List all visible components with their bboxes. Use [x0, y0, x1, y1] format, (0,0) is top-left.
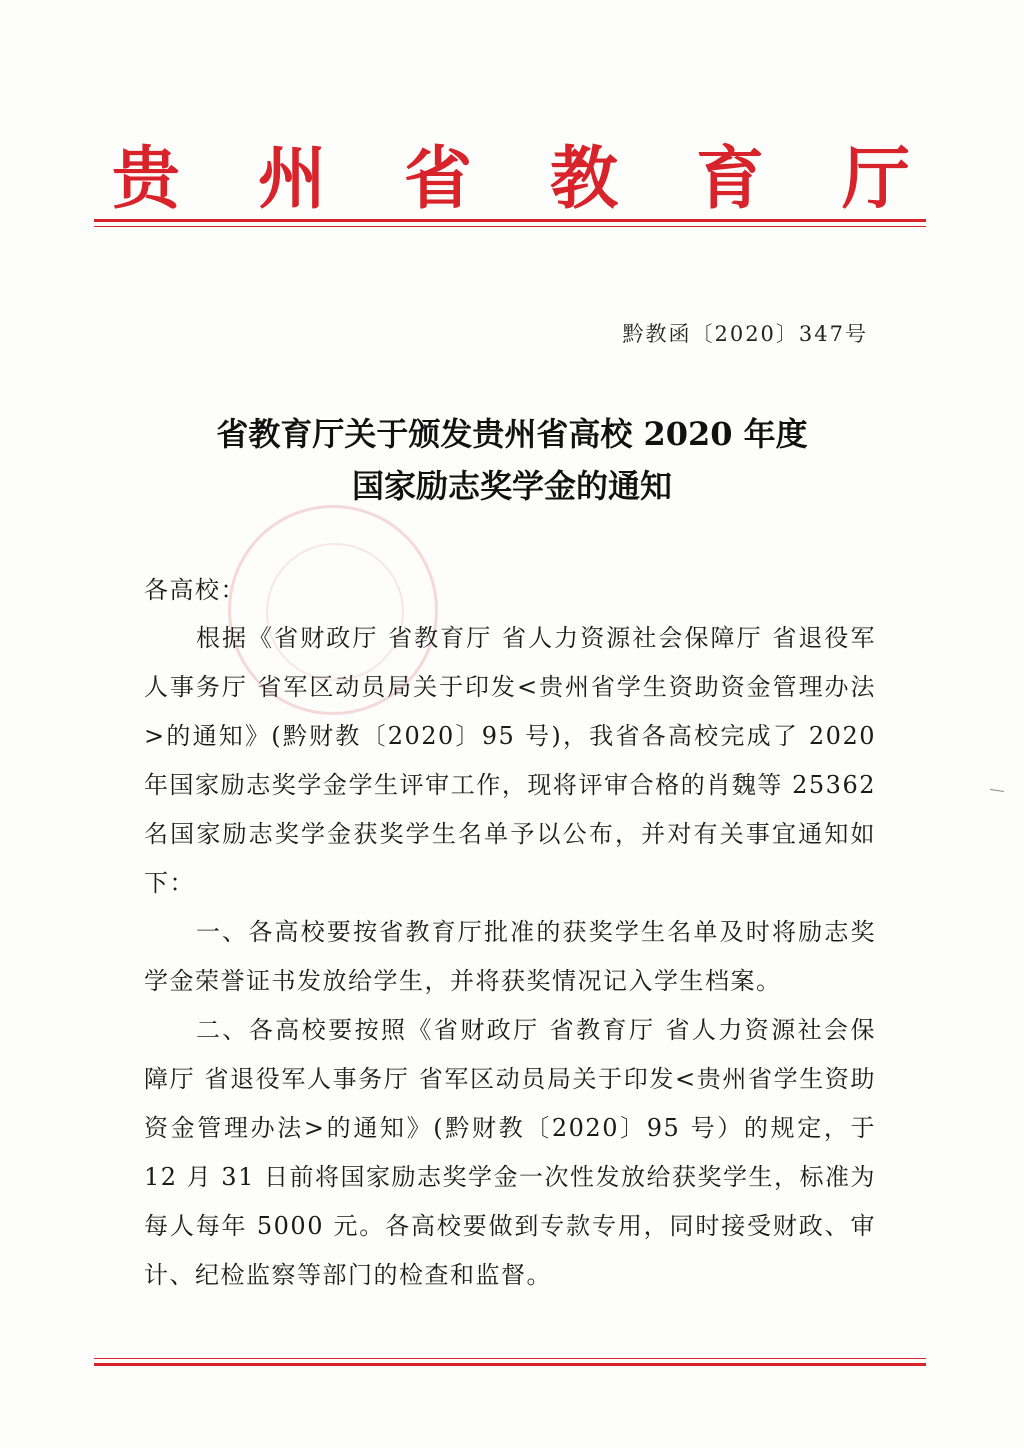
footer-rule-thin	[94, 1358, 926, 1359]
scan-mark	[990, 789, 1004, 792]
paragraph-item-1: 一、各高校要按省教育厅批准的获奖学生名单及时将励志奖学金荣誉证书发放给学生，并将获奖情况记入学生档案。	[144, 918, 876, 995]
letterhead-char: 厅	[841, 138, 910, 219]
letterhead-title	[96, 128, 926, 218]
paragraph-intro: 根据《省财政厅 省教育厅 省人力资源社会保障厅 省退役军人事务厅 省军区动员局关于印发<贵州省学生资助资金管理办法>的通知》(黔财教〔2020〕95 号)，我省各高校完成了 2020 年国家励志奖学金学生评审工作，现将评审合格的肖魏等 25362 名国家励志奖学金获奖学生名单予以公布，并对有关事宜通知如下：	[144, 624, 876, 897]
letterhead-char: 教	[549, 138, 618, 219]
document-title-line-1: 省教育厅关于颁发贵州省高校 2020 年度	[216, 415, 808, 453]
letterhead-char: 贵	[111, 138, 180, 219]
header-rule-thin	[94, 226, 926, 227]
header-rule-thick	[94, 219, 926, 222]
salutation: 各高校：	[144, 576, 246, 604]
footer-rule-thick	[94, 1363, 926, 1366]
letterhead-char: 州	[257, 138, 326, 219]
document-title-line-2: 国家励志奖学金的通知	[351, 467, 672, 505]
letterhead-char: 省	[403, 138, 472, 219]
paragraph-item-2: 二、各高校要按照《省财政厅 省教育厅 省人力资源社会保障厅 省退役军人事务厅 省军区动员局关于印发<贵州省学生资助资金管理办法>的通知》(黔财教〔2020〕95 号）的规定，于 12 月 31 日前将国家励志奖学金一次性发放给获奖学生，标准为每人每年 5000 元。各高校要做到专款专用，同时接受财政、审计、纪检监察等部门的检查和监督。	[144, 1016, 876, 1289]
letterhead-char: 育	[695, 138, 764, 219]
document-number: 黔教函〔2020〕347号	[622, 322, 868, 346]
